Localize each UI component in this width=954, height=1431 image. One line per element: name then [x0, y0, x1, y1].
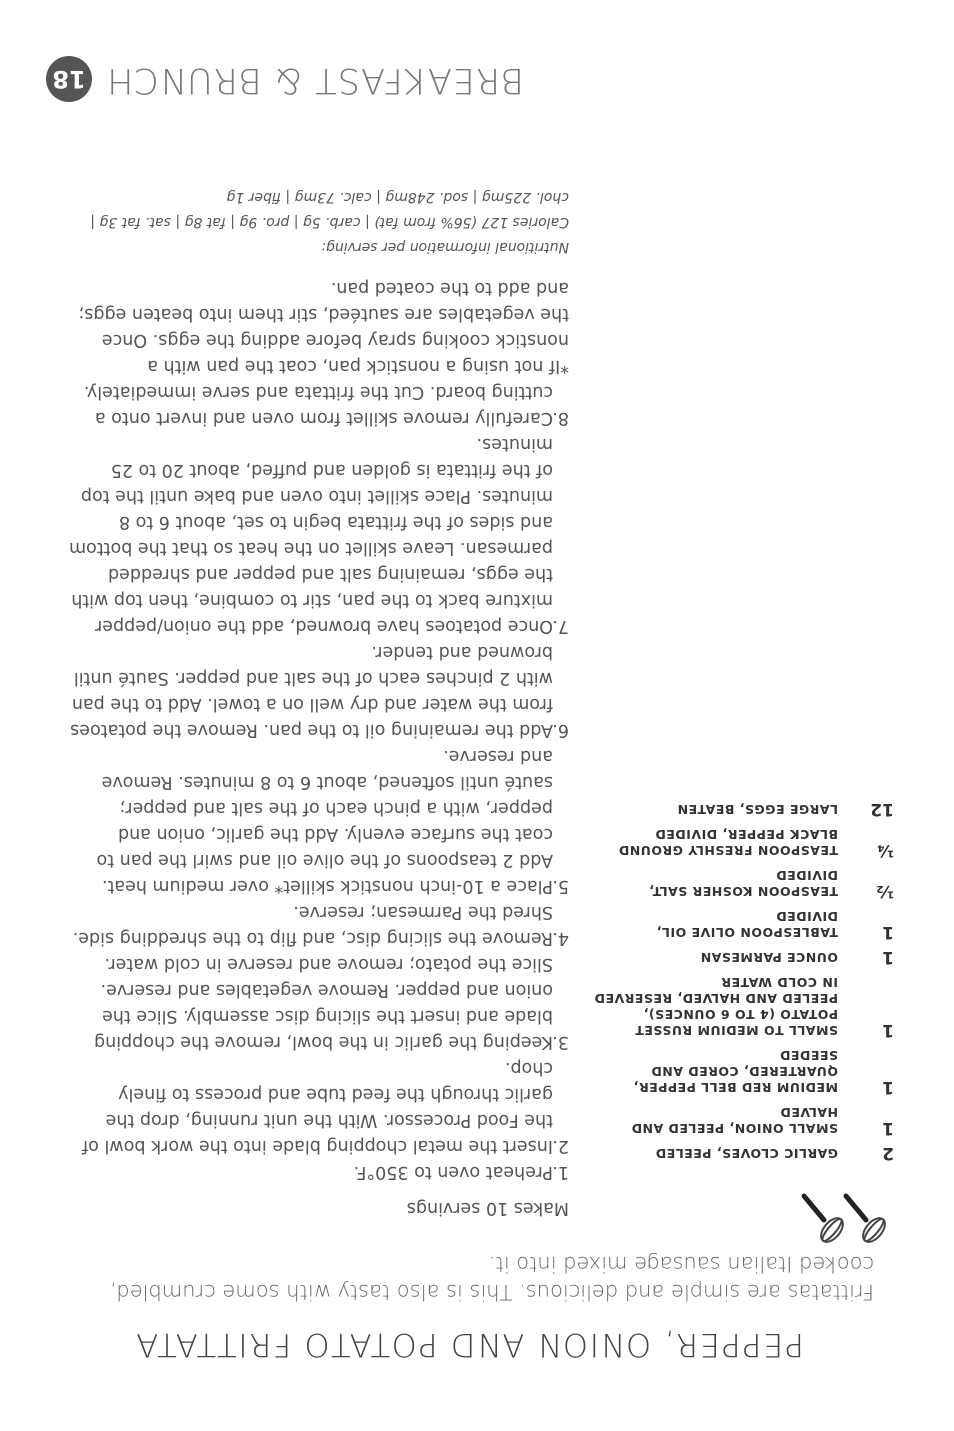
- ingredient-qty: 1: [882, 1020, 894, 1040]
- recipe-intro: Frittatas are simple and delicious. This is also tasty with some crumbled, cooked Italian sausage mixed into it.: [109, 1252, 874, 1304]
- ingredient-item: [594, 949, 894, 965]
- ingredient-item: [594, 826, 894, 858]
- ingredient-name: MEDIUM RED BELL PEPPER, QUARTERED, CORED AND SEEDED: [633, 1048, 838, 1095]
- ingredient-qty: 2: [882, 1143, 894, 1163]
- ingredient-qty: 1: [882, 922, 894, 942]
- step-item: [69, 1055, 569, 1159]
- step-text: Place a 10-inch nonstick skillet* over medium heat. Add 2 teaspoons of the olive oil and swirl the pan to coat the surface evenly. Add the garlic, onion and pepper, with a pinch each of the salt and pepper; sauté until softened, about 6 to 8 minutes. Remove and reserve.: [96, 746, 553, 896]
- nutrition-values: Calories 127 (56% from fat) | carb. 5g | pro. 9g | fat 8g | sat. fat 3g | chol. 225mg | sod. 248mg | calc. 73mg | fiber 1g: [90, 189, 569, 230]
- ingredient-name: TABLESPOON OLIVE OIL, DIVIDED: [656, 909, 838, 940]
- step-text: Add the remaining oil to the pan. Remove the potatoes from the water and dry well on a towel. Add to the pan with 2 pinches each of the salt and pepper. Sauté until browned and tender.: [70, 642, 553, 740]
- step-number: 8.: [552, 408, 569, 428]
- ingredient-qty: ¼: [876, 840, 894, 860]
- step-item: [69, 639, 569, 743]
- step-item: [69, 379, 569, 431]
- ingredient-name: OUNCE PARMESAN: [700, 950, 838, 965]
- step-number: 6.: [552, 720, 569, 740]
- step-item: [69, 743, 569, 899]
- ingredient-qty: 1: [882, 1077, 894, 1097]
- section-name: BREAKFAST & BRUNCH: [106, 60, 525, 100]
- ingredient-name: TEASPOON FRESHLY GROUND BLACK PEPPER, DIVIDED: [618, 827, 838, 858]
- ingredient-item: [594, 908, 894, 940]
- step-text: Insert the metal chopping blade into the work bowl of the Food Processor. With the unit running, drop the garlic through the feed tube and process to finely chop.: [82, 1058, 553, 1156]
- ingredient-qty: 12: [870, 799, 894, 819]
- step-number: 7.: [552, 616, 569, 636]
- ingredient-qty: 1: [882, 1118, 894, 1138]
- ingredient-name: GARLIC CLOVES, PEELED: [655, 1146, 838, 1161]
- instructions-column: [69, 184, 569, 1221]
- step-list: [69, 379, 569, 1185]
- nutrition-heading: Nutritional information per serving:: [321, 239, 569, 255]
- step-text: Preheat oven to 350°F.: [353, 1162, 553, 1182]
- page-footer: [46, 46, 525, 106]
- step-number: 3.: [552, 1032, 569, 1052]
- step-text: Once potatoes have browned, add the onion/pepper mixture back to the pan, stir to combine, then top with the eggs, remaining salt and pepper and shredded parmesan. Leave skillet on the heat so that the bottom and sides of the frittata begin to set, about 6 to 8 minutes. Place skillet into oven and bake until the top of the frittata is golden and puffed, about 20 to 25 minutes.: [69, 434, 553, 636]
- ingredient-item: [594, 1047, 894, 1095]
- step-number: 5.: [552, 876, 569, 896]
- ingredient-qty: 1: [882, 947, 894, 967]
- step-text: Remove the slicing disc, and flip to the shredding side. Shred the Parmesan; reserve.: [72, 902, 553, 948]
- ingredient-qty: ½: [876, 881, 894, 901]
- step-number: 2.: [552, 1136, 569, 1156]
- step-text: Keeping the garlic in the bowl, remove the chopping blade and insert the slicing disc assembly. Slice the onion and pepper. Remove vegetables and reserve. Slice the potato; remove and reserve in cold water.: [94, 954, 553, 1052]
- ingredient-list: [594, 792, 894, 1161]
- ingredient-item: [594, 867, 894, 899]
- ingredient-name: LARGE EGGS, BEATEN: [677, 802, 838, 817]
- recipe-title: PEPPER, ONION AND POTATO FRITTATA: [134, 1326, 804, 1364]
- step-item: [69, 899, 569, 951]
- servings: Makes 10 servings: [406, 1198, 569, 1218]
- whisk-icon: [792, 1176, 892, 1246]
- step-item: [69, 951, 569, 1055]
- step-number: 1.: [552, 1162, 569, 1182]
- ingredient-name: SMALL ONION, PEELED AND HALVED: [631, 1105, 838, 1136]
- step-item: [69, 1159, 569, 1185]
- ingredient-item: [594, 801, 894, 817]
- ingredient-name: SMALL TO MEDIUM RUSSET POTATO (4 TO 6 OUNCES), PEELED AND HALVED, RESERVED IN COLD WATER: [594, 975, 838, 1038]
- page-number: 18: [46, 56, 92, 102]
- ingredient-item: [594, 1145, 894, 1161]
- step-number: 4.: [552, 928, 569, 948]
- ingredient-name: TEASPOON KOSHER SALT, DIVIDED: [648, 868, 838, 899]
- ingredient-item: [594, 1104, 894, 1136]
- step-text: Carefully remove skillet from oven and invert onto a cutting board. Cut the frittata and serve immediately.: [83, 382, 553, 428]
- skillet-note: *If not using a nonstick pan, coat the pan with a nonstick cooking spray before adding the eggs. Once the vegetables are sautéed, stir them into beaten eggs; and add to the coated pan.: [78, 278, 569, 376]
- nutrition-info: [69, 184, 569, 259]
- ingredient-item: [594, 974, 894, 1038]
- step-item: [69, 431, 569, 639]
